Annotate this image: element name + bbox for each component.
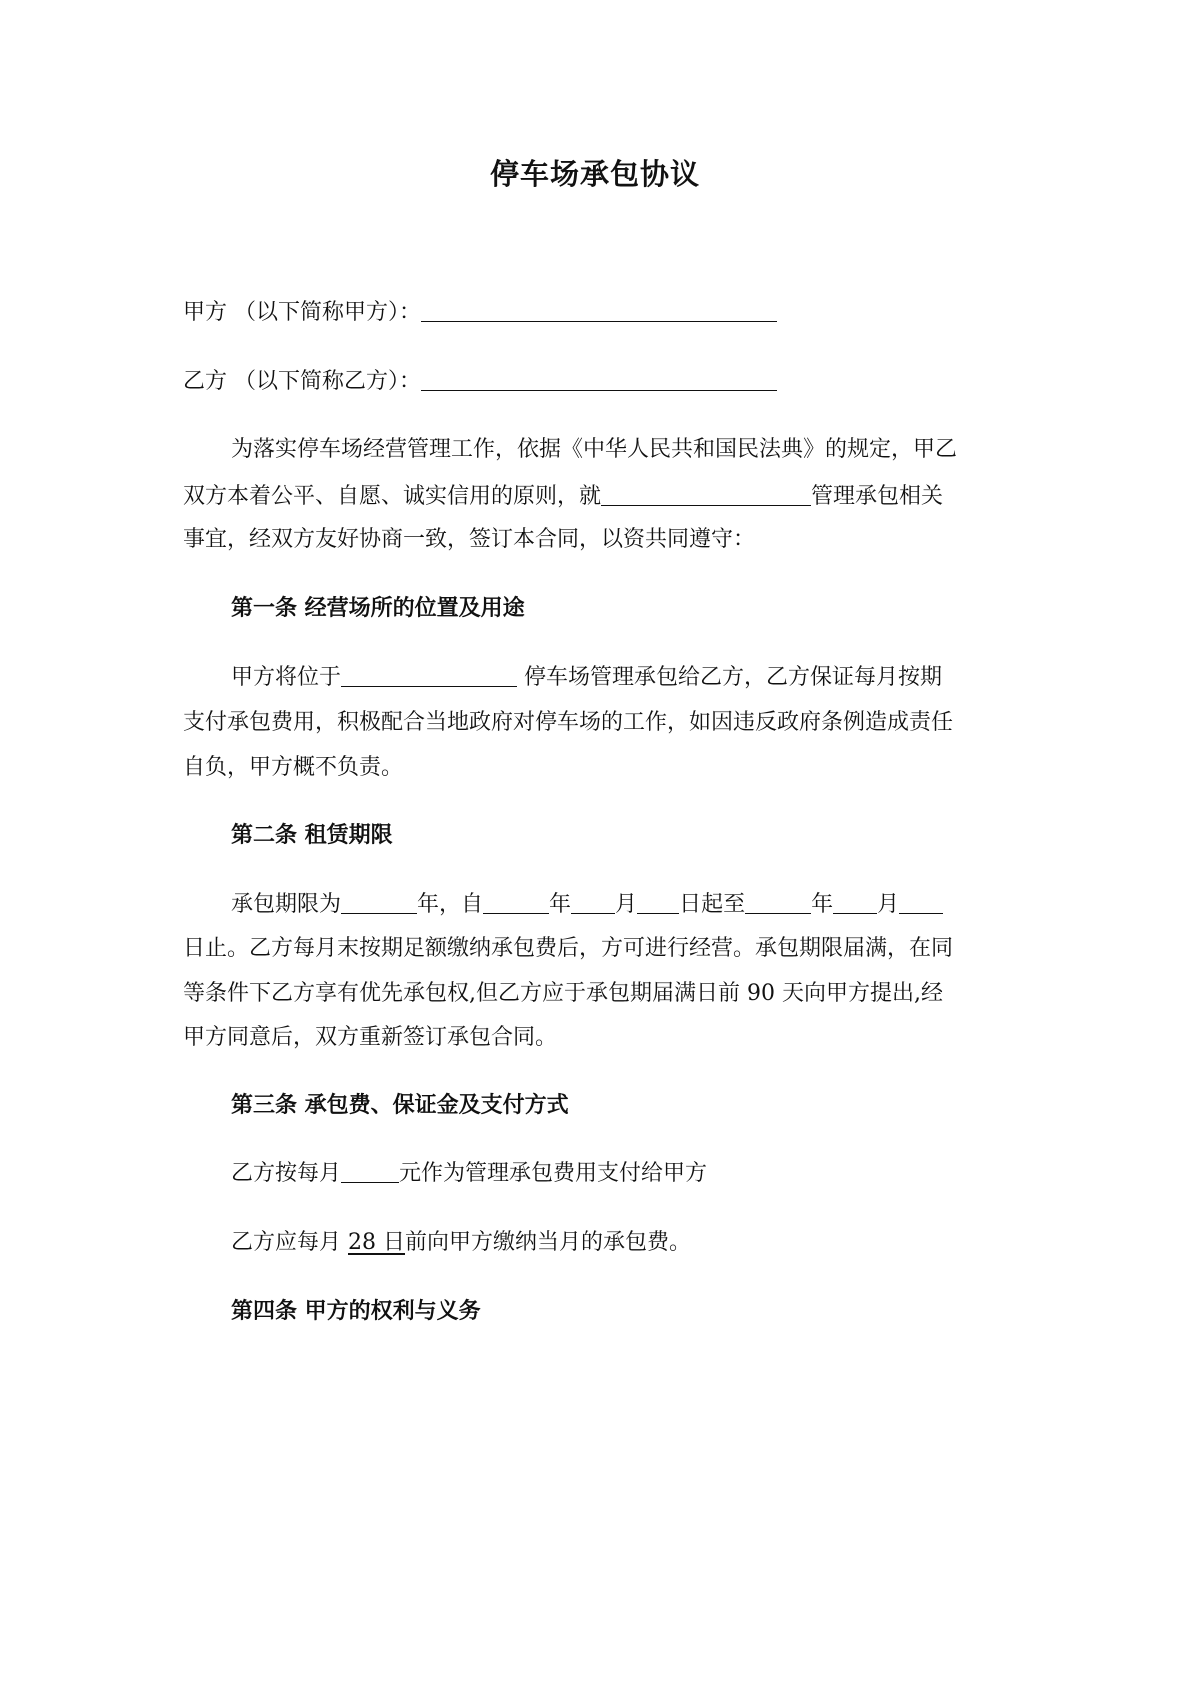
start-month-field[interactable] — [571, 889, 615, 914]
term-text-2: 年，自 — [417, 892, 484, 917]
monthly-fee-field[interactable] — [341, 1158, 399, 1183]
article-4-heading: 第四条 甲方的权利与义务 — [231, 1298, 481, 1324]
intro-line-2-start: 双方本着公平、自愿、诚实信用的原则，就 — [183, 484, 602, 509]
end-year-field[interactable] — [745, 889, 811, 914]
article-2-line-3: 等条件下乙方享有优先承包权,但乙方应于承包期届满日前 90 天向甲方提出,经 — [183, 981, 943, 1006]
term-text-1: 承包期限为 — [231, 892, 342, 917]
article-2-line-1 — [231, 889, 943, 920]
article-1-heading: 第一条 经营场所的位置及用途 — [231, 595, 525, 621]
party-a-label: 甲方 （以下简称甲方）： — [183, 300, 421, 325]
end-day-field[interactable] — [899, 889, 943, 914]
parking-lot-name-field[interactable] — [601, 481, 811, 506]
article-1-line-1 — [231, 662, 942, 693]
article-1-line-3: 自负，甲方概不负责。 — [183, 755, 404, 780]
payment-day: 28 日 — [348, 1230, 405, 1255]
intro-line-3: 事宜，经双方友好协商一致，签订本合同，以资共同遵守： — [183, 527, 756, 552]
article-2-line-2: 日止。乙方每月末按期足额缴纳承包费后，方可进行经营。承包期限届满，在同 — [183, 936, 954, 961]
party-b-row — [183, 366, 777, 397]
article-3-line-2-start: 乙方应每月 — [231, 1230, 348, 1255]
term-text-4: 月 — [615, 892, 638, 917]
article-3-heading: 第三条 承包费、保证金及支付方式 — [231, 1092, 569, 1118]
end-month-field[interactable] — [833, 889, 877, 914]
term-text-3: 年 — [549, 892, 572, 917]
party-b-name-field[interactable] — [421, 366, 777, 391]
article-3-line-1-end: 元作为管理承包费用支付给甲方 — [399, 1161, 708, 1186]
article-3-line-1 — [231, 1158, 707, 1189]
term-years-field[interactable] — [341, 889, 417, 914]
party-a-name-field[interactable] — [421, 297, 777, 322]
article-1-line-2: 支付承包费用，积极配合当地政府对停车场的工作，如因违反政府条例造成责任 — [183, 710, 954, 735]
article-1-line-1-end: 停车场管理承包给乙方，乙方保证每月按期 — [517, 665, 943, 690]
intro-line-2-end: 管理承包相关 — [811, 484, 944, 509]
intro-line-2 — [183, 481, 943, 512]
intro-line-1: 为落实停车场经营管理工作，依据《中华人民共和国民法典》的规定，甲乙 — [231, 437, 958, 462]
start-day-field[interactable] — [637, 889, 679, 914]
article-2-heading: 第二条 租赁期限 — [231, 822, 393, 848]
article-3-line-2 — [231, 1228, 691, 1258]
term-text-5: 日起至 — [679, 892, 746, 917]
article-3-line-2-end: 前向甲方缴纳当月的承包费。 — [405, 1230, 692, 1255]
term-text-6: 年 — [811, 892, 834, 917]
parking-lot-location-field[interactable] — [341, 662, 517, 687]
article-3-line-1-start: 乙方按每月 — [231, 1161, 342, 1186]
document-title: 停车场承包协议 — [489, 157, 700, 191]
party-a-row — [183, 297, 777, 328]
term-text-7: 月 — [877, 892, 900, 917]
article-2-line-4: 甲方同意后，双方重新签订承包合同。 — [183, 1025, 558, 1050]
party-b-label: 乙方 （以下简称乙方）： — [183, 369, 421, 394]
article-1-line-1-start: 甲方将位于 — [231, 665, 342, 690]
start-year-field[interactable] — [483, 889, 549, 914]
